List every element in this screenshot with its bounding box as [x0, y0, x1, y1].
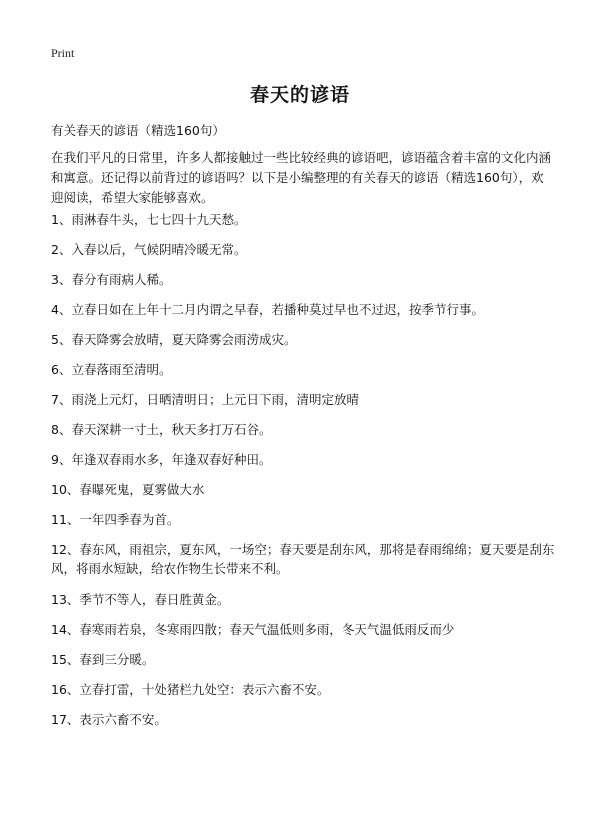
list-item: 5、春天降雾会放晴，夏天降雾会雨涝成灾。 [51, 332, 297, 347]
list-item: 11、一年四季春为首。 [51, 512, 180, 527]
list-item: 10、春曝死鬼，夏雾做大水 [51, 482, 205, 497]
list-item: 9、年逢双春雨水多，年逢双春好种田。 [51, 452, 272, 467]
list-item: 15、春到三分暖。 [51, 652, 155, 667]
list-item: 4、立春日如在上年十二月内谓之早春，若播种莫过早也不过迟，按季节行事。 [51, 302, 484, 317]
list-item: 14、春寒雨若泉，冬寒雨四散；春天气温低则多雨，冬天气温低雨反而少 [51, 622, 455, 637]
list-item: 7、雨浇上元灯，日晒清明日；上元日下雨，清明定放晴 [51, 392, 359, 407]
subtitle: 有关春天的谚语（精选160句） [51, 123, 225, 138]
list-item: 16、立春打雷，十处猪栏九处空：表示六畜不安。 [51, 682, 330, 697]
intro-paragraph: 在我们平凡的日常里，许多人都接触过一些比较经典的谚语吧，谚语蕴含着丰富的文化内涵和寓意。还记得以前背过的谚语吗？以下是小编整理的有关春天的谚语（精选160句），欢迎阅读，希望大家能够喜欢。 [51, 150, 552, 205]
list-item: 17、表示六畜不安。 [51, 712, 167, 727]
print-link[interactable]: Print [51, 46, 75, 60]
list-item: 6、立春落雨至清明。 [51, 362, 172, 377]
proverb-list [51, 210, 561, 740]
list-item: 3、春分有雨病人稀。 [51, 272, 172, 287]
list-item: 1、雨淋春牛头，七七四十九天愁。 [51, 212, 247, 227]
list-item: 12、春东风，雨祖宗，夏东风，一场空；春天要是刮东风，那将是春雨绵绵；夏天要是刮东风，将雨水短缺，给农作物生长带来不利。 [51, 542, 555, 576]
list-item: 13、季节不等人，春日胜黄金。 [51, 592, 230, 607]
list-item: 8、春天深耕一寸土，秋天多打万石谷。 [51, 422, 272, 437]
page-title: 春天的谚语 [249, 84, 350, 106]
list-item: 2、入春以后，气候阴晴冷暖无常。 [51, 242, 247, 257]
